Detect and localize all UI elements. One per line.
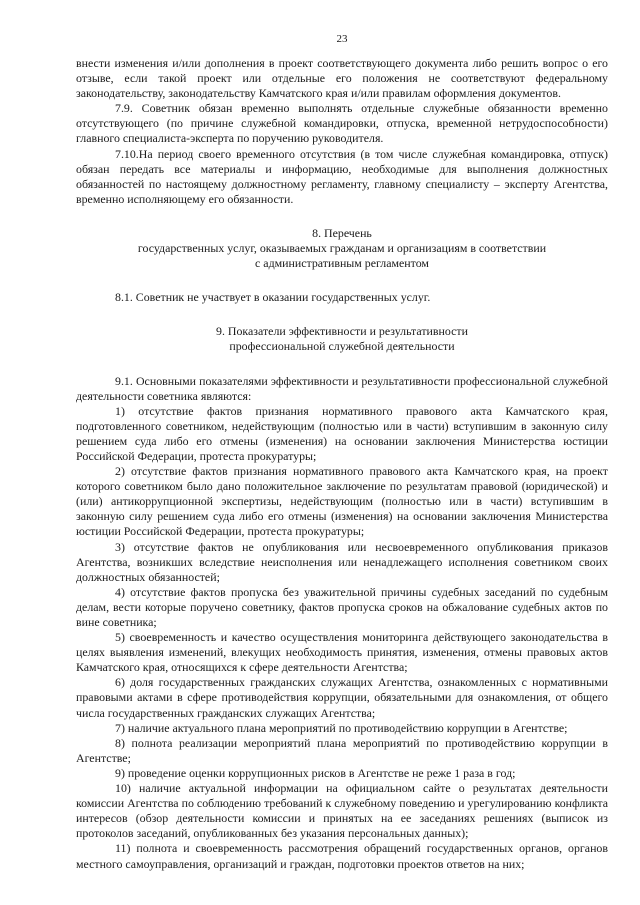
list-item: 6) доля государственных гражданских служащих Агентства, ознакомленных с нормативными правовыми актами в сфере противодействия коррупции, обязательными для ознакомления, от общего числа государственных гражданских служащих Агентства;	[76, 675, 608, 720]
list-item: 3) отсутствие фактов не опубликования или несвоевременного опубликования приказов Агентства, возникших вследствие неисполнения или ненадлежащего исполнения советником своих должностных обязанностей;	[76, 539, 608, 584]
section9-heading-line2: профессиональной служебной деятельности	[229, 339, 455, 354]
list-item: 5) своевременность и качество осуществления мониторинга действующего законодательства в целях выявления изменений, влекущих необходимость принятия, изменения, отмены правовых актов Камчатского края, относящихся к сфере деятельности Агентства;	[76, 630, 608, 675]
paragraph-7-10: 7.10.На период своего временного отсутствия (в том числе служебная командировка, отпуск) обязан передать все материалы и информацию, необходимые для выполнения должностных обязанностей по настоящему должностному регламенту, главному специалисту – эксперту Агентства, временно исполняющему его обязанности.	[76, 146, 608, 206]
list-item: 1) отсутствие фактов признания нормативного правового акта Камчатского края, подготовленного советником, недействующим (полностью или в части) вступившим в законную силу решением суда либо его отмены (изменения) на основании заключения Министерства юстиции Российской Федерации, протеста прокуратуры;	[76, 403, 608, 463]
list-item: 2) отсутствие фактов признания нормативного правового акта Камчатского края, на проект которого советником было дано положительное заключение по результатам правовой (юридической) и (или) антикоррупционной экспертизы, недействующим (полностью или в части) вступившим в законную силу решением суда либо его отмены (изменения) на основании заключения Министерства юстиции Российской Федерации, протеста прокуратуры;	[76, 464, 608, 539]
list-item: 10) наличие актуальной информации на официальном сайте о результатах деятельности комиссии Агентства по соблюдению требований к служебному поведению и урегулированию конфликта интересов (обзор деятельности комиссии и принятых на ее заседаниях решениях (выписок из протоколов заседаний, опубликованных без указания персональных данных);	[76, 781, 608, 841]
paragraph-7-9: 7.9. Советник обязан временно выполнять отдельные служебные обязанности временно отсутствующего (по причине служебной командировки, отпуска, временной нетрудоспособности) главного специалиста-эксперта по поручению руководителя.	[76, 101, 608, 146]
spacer	[76, 355, 608, 374]
list-item: 8) полнота реализации мероприятий плана мероприятий по противодействию коррупции в Агентстве;	[76, 735, 608, 765]
section7-continuation-paragraph: внести изменения и/или дополнения в проект соответствующего документа либо решить вопрос о его отзыве, если такой проект или отдельные его положения не соответствуют федеральному законодательству, законодательству Камчатского края и/или правилам оформления документов.	[76, 56, 608, 101]
spacer	[76, 207, 608, 226]
spacer	[76, 305, 608, 324]
list-item: 7) наличие актуального плана мероприятий по противодействию коррупции в Агентстве;	[115, 720, 568, 735]
page-number: 23	[336, 33, 348, 45]
document-body	[76, 56, 608, 872]
spacer	[76, 271, 608, 290]
list-item: 11) полнота и своевременность рассмотрения обращений государственных органов, органов местного самоуправления, организаций и граждан, подготовки проектов ответов на них;	[76, 841, 608, 871]
document-page	[76, 0, 608, 905]
paragraph-9-1: 9.1. Основными показателями эффективности и результативности профессиональной служебной деятельности советника являются:	[76, 373, 608, 403]
paragraph-8-1: 8.1. Советник не участвует в оказании государственных услуг.	[115, 290, 431, 305]
section8-heading-title-line1: государственных услуг, оказываемых гражданам и организациям в соответствии	[137, 241, 547, 256]
section8-heading-title-line2: с административным регламентом	[255, 256, 429, 271]
section9-heading-line1: 9. Показатели эффективности и результативности	[216, 324, 468, 339]
list-item: 4) отсутствие фактов пропуска без уважительной причины судебных заседаний по судебным делам, вести которые поручено советнику, фактов пропуска сроков на обжалование судебных актов по вине советника;	[76, 584, 608, 629]
section8-heading-number: 8. Перечень	[312, 225, 372, 240]
list-item: 9) проведение оценки коррупционных рисков в Агентстве не реже 1 раза в год;	[115, 765, 516, 780]
